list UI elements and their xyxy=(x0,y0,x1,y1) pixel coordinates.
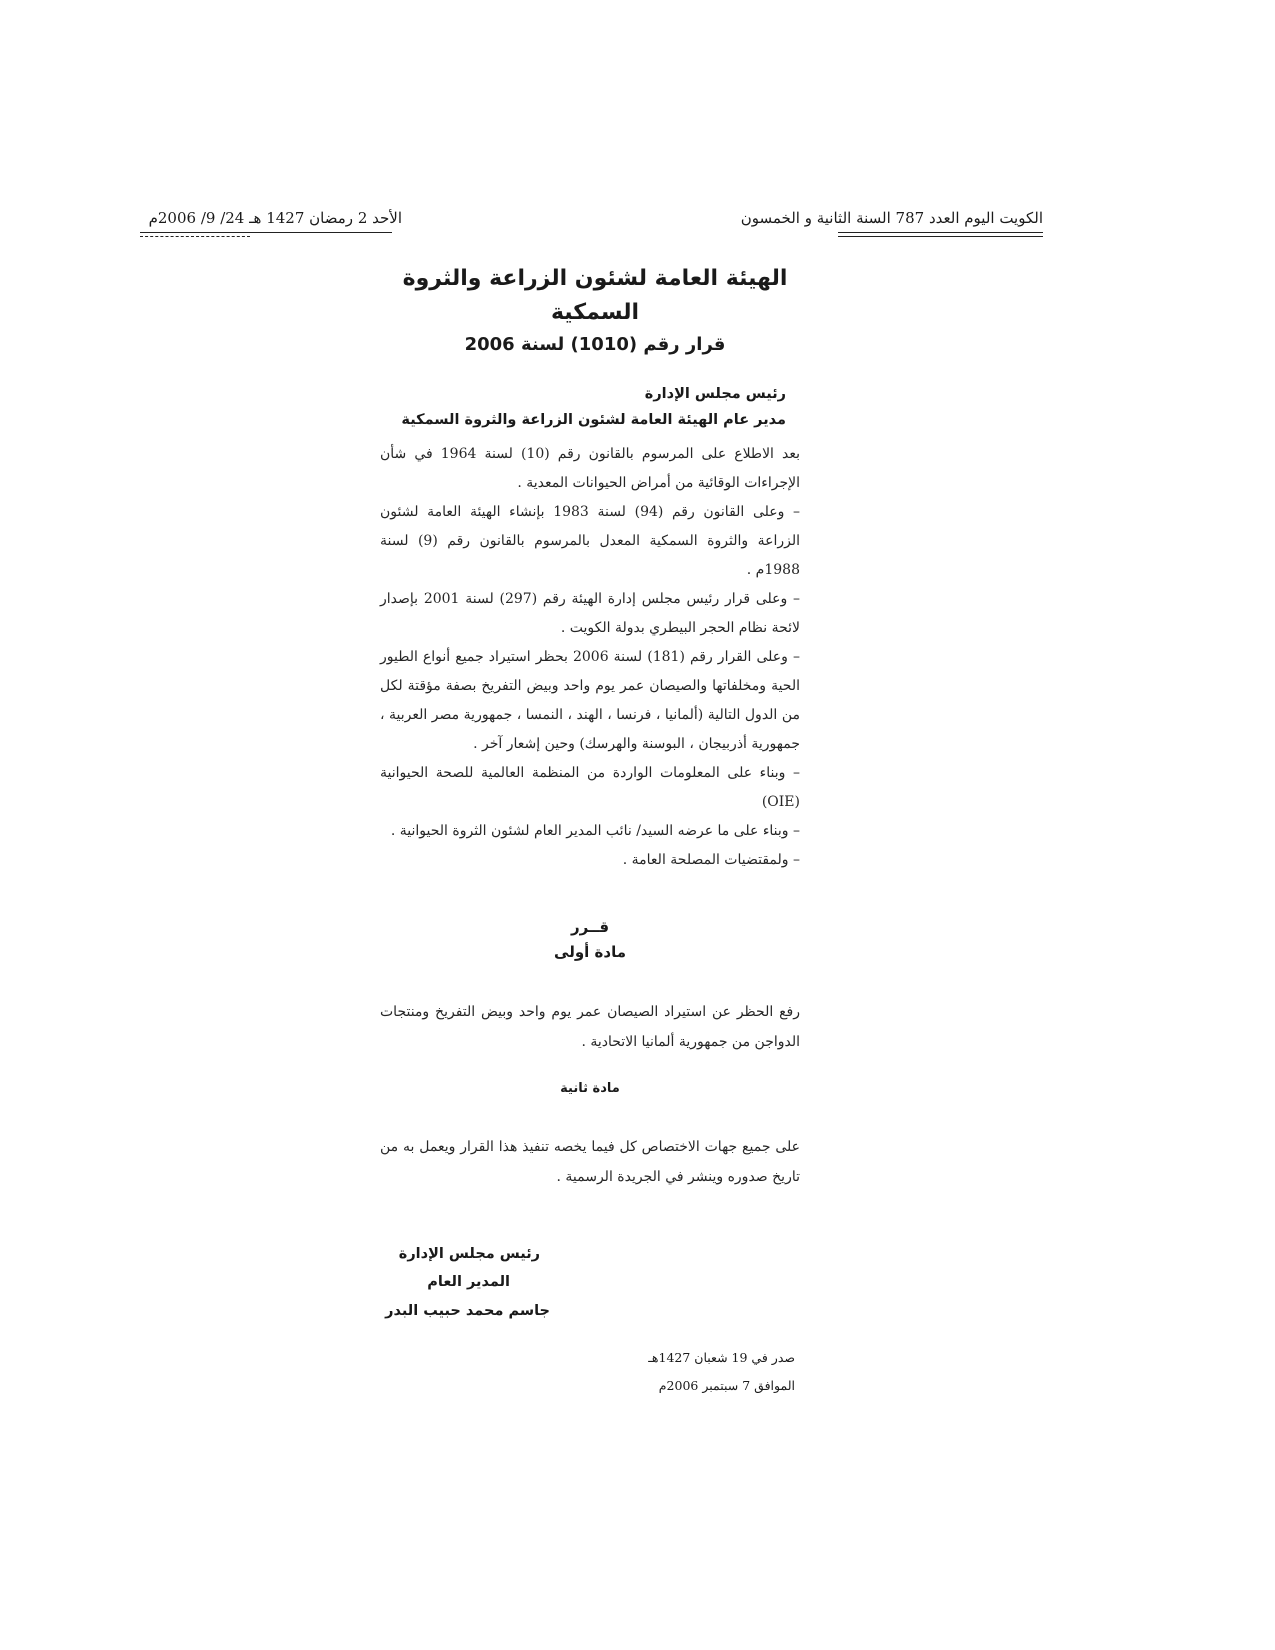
header-date: الأحد 2 رمضان 1427 هـ 24/ 9/ 2006م xyxy=(148,209,402,227)
decision-heading: قــرر xyxy=(570,918,610,936)
header-rule-right-2 xyxy=(838,236,1043,237)
decree-title: قرار رقم (1010) لسنة 2006 xyxy=(464,334,726,355)
article-1-text: رفع الحظر عن استيراد الصيصان عمر يوم واحد وبيض التفريخ ومنتجات الدواجن من جمهورية ألمانيا الاتحادية . xyxy=(380,1004,800,1050)
preamble-paragraph: – ولمقتضيات المصلحة العامة . xyxy=(622,852,800,868)
article-1-heading: مادة أولى xyxy=(554,943,626,961)
preamble xyxy=(380,440,800,880)
preamble-paragraph: – وعلى القانون رقم (94) لسنة 1983 بإنشاء الهيئة العامة لشئون الزراعة والثروة السمكية المعدل بالمرسوم بالقانون رقم (9) لسنة 1988م . xyxy=(380,504,800,578)
issued-date-hijri: صدر في 19 شعبان 1427هـ xyxy=(648,1350,795,1365)
article-2-heading: مادة ثانية xyxy=(560,1081,620,1096)
issuer-line-2: مدير عام الهيئة العامة لشئون الزراعة والثروة السمكية xyxy=(401,412,786,428)
header-rule-left-2 xyxy=(140,236,250,237)
preamble-paragraph: – وعلى قرار رئيس مجلس إدارة الهيئة رقم (297) لسنة 2001 بإصدار لائحة نظام الحجر البيطري بدولة الكويت . xyxy=(380,591,801,636)
header-rule-left-1 xyxy=(140,232,392,233)
issued-date-gregorian: الموافق 7 سبتمبر 2006م xyxy=(658,1378,795,1393)
organization-title: الهيئة العامة لشئون الزراعة والثروة السمكية xyxy=(402,266,788,325)
header-rule-right-1 xyxy=(838,232,1043,233)
header-gazette-info: الكويت اليوم العدد 787 السنة الثانية و الخمسون xyxy=(740,209,1043,227)
preamble-paragraph: – وعلى القرار رقم (181) لسنة 2006 بحظر استيراد جميع أنواع الطيور الحية ومخلفاتها والصيصان عمر يوم واحد وبيض التفريخ بصفة مؤقتة لكل من الدول التالية (ألمانيا ، فرنسا ، الهند ، النمسا ، جمهورية مصر العربية ، جمهورية أذربيجان ، البوسنة والهرسك) وحين إشعار آخر . xyxy=(380,649,800,752)
signature-line-1: رئيس مجلس الإدارة xyxy=(398,1246,540,1262)
signature-line-2: المدير العام xyxy=(427,1274,510,1290)
preamble-paragraph: – وبناء على المعلومات الواردة من المنظمة العالمية للصحة الحيوانية (OIE) xyxy=(380,765,800,810)
preamble-paragraph: – وبناء على ما عرضه السيد/ نائب المدير العام لشئون الثروة الحيوانية . xyxy=(390,823,800,839)
issuer-line-1: رئيس مجلس الإدارة xyxy=(644,386,786,402)
article-2-text: على جميع جهات الاختصاص كل فيما يخصه تنفيذ هذا القرار ويعمل به من تاريخ صدوره وينشر في الجريدة الرسمية . xyxy=(380,1139,800,1185)
signature-name: جاسم محمد حبيب البدر xyxy=(385,1303,550,1319)
preamble-paragraph: بعد الاطلاع على المرسوم بالقانون رقم (10) لسنة 1964 في شأن الإجراءات الوقائية من أمراض الحيوانات المعدية . xyxy=(380,446,800,491)
